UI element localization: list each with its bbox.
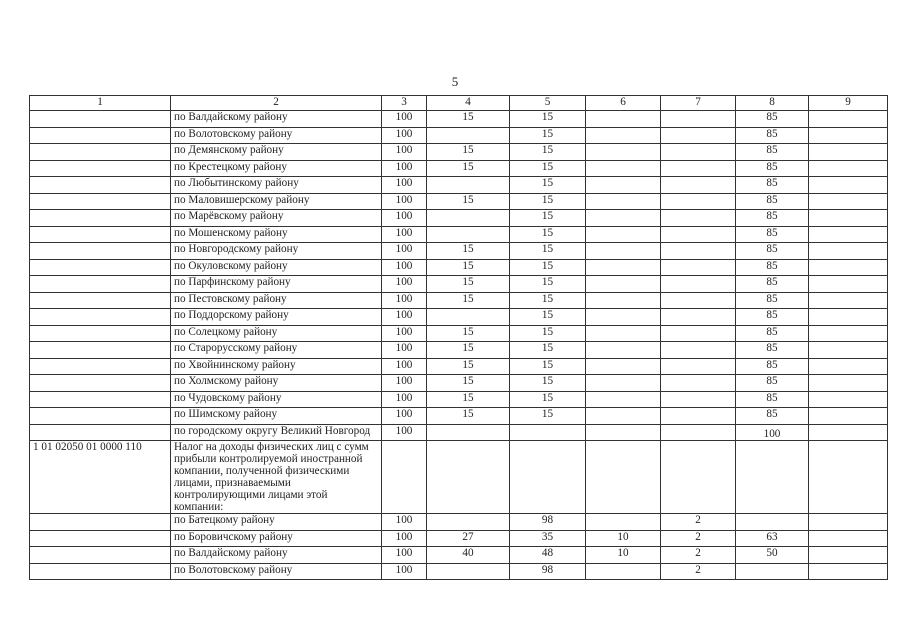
col8-cell: 85 xyxy=(736,144,809,161)
col8-cell: 85 xyxy=(736,309,809,326)
col6-cell xyxy=(586,309,661,326)
income-name-cell: по Окуловскому району xyxy=(171,259,382,276)
col5-cell: 15 xyxy=(510,375,586,392)
col9-cell xyxy=(809,408,888,425)
budget-code-cell xyxy=(30,358,171,375)
col6-cell xyxy=(586,111,661,128)
col7-cell xyxy=(661,193,736,210)
income-name-cell: по Валдайскому району xyxy=(171,547,382,564)
col8-cell xyxy=(736,563,809,580)
col6-cell xyxy=(586,408,661,425)
col9-cell xyxy=(809,127,888,144)
col6-cell xyxy=(586,193,661,210)
col8-cell: 85 xyxy=(736,375,809,392)
col7-cell xyxy=(661,144,736,161)
col5-cell: 15 xyxy=(510,177,586,194)
col7-cell: 2 xyxy=(661,514,736,531)
total-percent-cell: 100 xyxy=(382,160,427,177)
col8-cell: 85 xyxy=(736,276,809,293)
col6-cell xyxy=(586,160,661,177)
total-percent-cell: 100 xyxy=(382,391,427,408)
col6-cell xyxy=(586,424,661,441)
table-row xyxy=(30,441,888,514)
budget-code-cell xyxy=(30,342,171,359)
income-name-cell: по Чудовскому району xyxy=(171,391,382,408)
table-row xyxy=(30,160,888,177)
col4-cell: 15 xyxy=(427,342,510,359)
income-name-cell: по Парфинскому району xyxy=(171,276,382,293)
total-percent-cell: 100 xyxy=(382,547,427,564)
budget-code-cell xyxy=(30,144,171,161)
col5-cell: 15 xyxy=(510,111,586,128)
income-name-cell: по Мошенскому району xyxy=(171,226,382,243)
col5-cell: 15 xyxy=(510,193,586,210)
total-percent-cell: 100 xyxy=(382,424,427,441)
total-percent-cell: 100 xyxy=(382,563,427,580)
total-percent-cell: 100 xyxy=(382,292,427,309)
budget-code-cell xyxy=(30,375,171,392)
income-name-cell: по Батецкому району xyxy=(171,514,382,531)
table-row xyxy=(30,309,888,326)
income-name-cell: по Холмскому району xyxy=(171,375,382,392)
col7-cell xyxy=(661,292,736,309)
col9-cell xyxy=(809,276,888,293)
income-name-cell: по Крестецкому району xyxy=(171,160,382,177)
col4-cell: 15 xyxy=(427,375,510,392)
table-row xyxy=(30,325,888,342)
col6-cell xyxy=(586,127,661,144)
budget-code-cell xyxy=(30,292,171,309)
col8-cell: 85 xyxy=(736,111,809,128)
table-row xyxy=(30,259,888,276)
col4-cell xyxy=(427,210,510,227)
budget-code-cell xyxy=(30,530,171,547)
total-percent-cell: 100 xyxy=(382,530,427,547)
col6-cell xyxy=(586,292,661,309)
col8-cell: 85 xyxy=(736,342,809,359)
col9-cell xyxy=(809,243,888,260)
budget-code-cell xyxy=(30,259,171,276)
col9-cell xyxy=(809,193,888,210)
income-name-cell: по Волотовскому району xyxy=(171,127,382,144)
col4-cell: 15 xyxy=(427,391,510,408)
col4-cell: 15 xyxy=(427,193,510,210)
col8-cell: 85 xyxy=(736,177,809,194)
income-name-cell: по Солецкому району xyxy=(171,325,382,342)
col5-cell: 15 xyxy=(510,210,586,227)
col8-cell: 85 xyxy=(736,292,809,309)
col7-cell xyxy=(661,358,736,375)
table-row xyxy=(30,358,888,375)
col4-cell: 27 xyxy=(427,530,510,547)
col9-cell xyxy=(809,325,888,342)
income-name-cell: по Старорусскому району xyxy=(171,342,382,359)
table-row xyxy=(30,292,888,309)
col4-cell xyxy=(427,563,510,580)
total-percent-cell: 100 xyxy=(382,210,427,227)
budget-distribution-table xyxy=(29,95,888,580)
col5-cell: 15 xyxy=(510,127,586,144)
col7-cell: 2 xyxy=(661,547,736,564)
col9-cell xyxy=(809,375,888,392)
income-name-cell: по Новгородскому району xyxy=(171,243,382,260)
budget-code-cell xyxy=(30,514,171,531)
col7-cell xyxy=(661,276,736,293)
col9-cell xyxy=(809,563,888,580)
col8-cell: 85 xyxy=(736,160,809,177)
col7-cell xyxy=(661,391,736,408)
col8-cell: 85 xyxy=(736,210,809,227)
table-row xyxy=(30,226,888,243)
table-row xyxy=(30,177,888,194)
total-percent-cell xyxy=(382,441,427,514)
col9-cell xyxy=(809,309,888,326)
col5-cell: 35 xyxy=(510,530,586,547)
budget-code-cell xyxy=(30,408,171,425)
col9-cell xyxy=(809,391,888,408)
column-header: 7 xyxy=(661,96,736,111)
table-row xyxy=(30,210,888,227)
col9-cell xyxy=(809,210,888,227)
col4-cell: 15 xyxy=(427,408,510,425)
col6-cell xyxy=(586,375,661,392)
budget-code-cell xyxy=(30,210,171,227)
budget-code-cell xyxy=(30,111,171,128)
col8-cell: 85 xyxy=(736,408,809,425)
column-header: 5 xyxy=(510,96,586,111)
income-name-cell: по Демянскому району xyxy=(171,144,382,161)
col6-cell xyxy=(586,144,661,161)
col4-cell xyxy=(427,226,510,243)
col6-cell: 10 xyxy=(586,547,661,564)
budget-code-cell xyxy=(30,243,171,260)
col7-cell xyxy=(661,325,736,342)
col5-cell: 15 xyxy=(510,259,586,276)
table-row xyxy=(30,424,888,441)
budget-code-cell: 1 01 02050 01 0000 110 xyxy=(30,441,171,514)
col8-cell: 85 xyxy=(736,391,809,408)
col5-cell: 15 xyxy=(510,144,586,161)
income-name-cell: по городскому округу Великий Новгород xyxy=(171,424,382,441)
total-percent-cell: 100 xyxy=(382,243,427,260)
budget-code-cell xyxy=(30,309,171,326)
col5-cell: 15 xyxy=(510,408,586,425)
col9-cell xyxy=(809,160,888,177)
income-name-cell: по Любытинскому району xyxy=(171,177,382,194)
table-row xyxy=(30,547,888,564)
income-name-cell: по Валдайскому району xyxy=(171,111,382,128)
col8-cell xyxy=(736,441,809,514)
col9-cell xyxy=(809,292,888,309)
col6-cell xyxy=(586,514,661,531)
col9-cell xyxy=(809,259,888,276)
column-header: 2 xyxy=(171,96,382,111)
col4-cell xyxy=(427,309,510,326)
col7-cell xyxy=(661,424,736,441)
col7-cell xyxy=(661,226,736,243)
table-row xyxy=(30,111,888,128)
col6-cell xyxy=(586,210,661,227)
col7-cell xyxy=(661,441,736,514)
budget-code-cell xyxy=(30,226,171,243)
budget-code-cell xyxy=(30,547,171,564)
budget-code-cell xyxy=(30,177,171,194)
col7-cell xyxy=(661,375,736,392)
budget-code-cell xyxy=(30,391,171,408)
income-name-cell: по Боровичскому району xyxy=(171,530,382,547)
income-name-cell: Налог на доходы физических лиц с сумм прибыли контролируемой иностранной компании, полученной физическими лицами, признаваемыми контролирующими лицами этой компании: xyxy=(171,441,382,514)
col6-cell xyxy=(586,441,661,514)
col4-cell: 15 xyxy=(427,358,510,375)
col8-cell: 85 xyxy=(736,193,809,210)
income-name-cell: по Маловишерскому району xyxy=(171,193,382,210)
col8-cell: 85 xyxy=(736,325,809,342)
col9-cell xyxy=(809,226,888,243)
col4-cell: 15 xyxy=(427,325,510,342)
col5-cell: 15 xyxy=(510,160,586,177)
col7-cell xyxy=(661,259,736,276)
col9-cell xyxy=(809,111,888,128)
col7-cell xyxy=(661,111,736,128)
col5-cell: 48 xyxy=(510,547,586,564)
col5-cell: 15 xyxy=(510,226,586,243)
col6-cell: 10 xyxy=(586,530,661,547)
col7-cell xyxy=(661,210,736,227)
col9-cell xyxy=(809,177,888,194)
total-percent-cell: 100 xyxy=(382,127,427,144)
col7-cell xyxy=(661,408,736,425)
table-row xyxy=(30,243,888,260)
col6-cell xyxy=(586,177,661,194)
total-percent-cell: 100 xyxy=(382,111,427,128)
total-percent-cell: 100 xyxy=(382,309,427,326)
col9-cell xyxy=(809,547,888,564)
col4-cell xyxy=(427,127,510,144)
col5-cell: 98 xyxy=(510,514,586,531)
table-row xyxy=(30,127,888,144)
col7-cell: 2 xyxy=(661,530,736,547)
col4-cell: 15 xyxy=(427,259,510,276)
total-percent-cell: 100 xyxy=(382,226,427,243)
col5-cell xyxy=(510,424,586,441)
col7-cell xyxy=(661,243,736,260)
col8-cell: 85 xyxy=(736,358,809,375)
income-name-cell: по Поддорскому району xyxy=(171,309,382,326)
col4-cell: 15 xyxy=(427,243,510,260)
budget-code-cell xyxy=(30,276,171,293)
col8-cell: 85 xyxy=(736,243,809,260)
col5-cell: 15 xyxy=(510,276,586,293)
col4-cell xyxy=(427,424,510,441)
col4-cell: 15 xyxy=(427,292,510,309)
page-number: 5 xyxy=(451,74,459,89)
budget-code-cell xyxy=(30,325,171,342)
budget-code-cell xyxy=(30,563,171,580)
col8-cell: 85 xyxy=(736,259,809,276)
col7-cell: 2 xyxy=(661,563,736,580)
total-percent-cell: 100 xyxy=(382,342,427,359)
income-name-cell: по Марёвскому району xyxy=(171,210,382,227)
col6-cell xyxy=(586,342,661,359)
col8-cell: 85 xyxy=(736,127,809,144)
col6-cell xyxy=(586,276,661,293)
col9-cell xyxy=(809,441,888,514)
col8-cell: 85 xyxy=(736,226,809,243)
table-row xyxy=(30,514,888,531)
table-row xyxy=(30,563,888,580)
col5-cell: 15 xyxy=(510,292,586,309)
col6-cell xyxy=(586,563,661,580)
col9-cell xyxy=(809,514,888,531)
table-row xyxy=(30,144,888,161)
column-header: 4 xyxy=(427,96,510,111)
total-percent-cell: 100 xyxy=(382,408,427,425)
col4-cell xyxy=(427,177,510,194)
table-row xyxy=(30,408,888,425)
table-row xyxy=(30,276,888,293)
col8-cell: 63 xyxy=(736,530,809,547)
total-percent-cell: 100 xyxy=(382,193,427,210)
col7-cell xyxy=(661,127,736,144)
col5-cell: 15 xyxy=(510,391,586,408)
table-row xyxy=(30,391,888,408)
col8-cell: 100 xyxy=(736,424,809,441)
col5-cell xyxy=(510,441,586,514)
col7-cell xyxy=(661,160,736,177)
col9-cell xyxy=(809,530,888,547)
col4-cell: 40 xyxy=(427,547,510,564)
col9-cell xyxy=(809,424,888,441)
col4-cell: 15 xyxy=(427,276,510,293)
table-row xyxy=(30,342,888,359)
col5-cell: 15 xyxy=(510,309,586,326)
budget-code-cell xyxy=(30,424,171,441)
col6-cell xyxy=(586,358,661,375)
income-name-cell: по Шимскому району xyxy=(171,408,382,425)
col9-cell xyxy=(809,358,888,375)
col4-cell: 15 xyxy=(427,111,510,128)
col9-cell xyxy=(809,342,888,359)
total-percent-cell: 100 xyxy=(382,325,427,342)
col6-cell xyxy=(586,226,661,243)
income-name-cell: по Пестовскому району xyxy=(171,292,382,309)
income-name-cell: по Хвойнинскому району xyxy=(171,358,382,375)
total-percent-cell: 100 xyxy=(382,276,427,293)
col6-cell xyxy=(586,325,661,342)
budget-code-cell xyxy=(30,193,171,210)
col8-cell: 50 xyxy=(736,547,809,564)
col4-cell xyxy=(427,441,510,514)
col5-cell: 15 xyxy=(510,358,586,375)
col7-cell xyxy=(661,309,736,326)
table-row xyxy=(30,375,888,392)
col4-cell: 15 xyxy=(427,160,510,177)
column-header: 3 xyxy=(382,96,427,111)
col5-cell: 15 xyxy=(510,243,586,260)
budget-code-cell xyxy=(30,160,171,177)
col6-cell xyxy=(586,259,661,276)
income-name-cell: по Волотовскому району xyxy=(171,563,382,580)
column-number-row xyxy=(30,96,888,111)
column-header: 8 xyxy=(736,96,809,111)
col7-cell xyxy=(661,342,736,359)
total-percent-cell: 100 xyxy=(382,259,427,276)
total-percent-cell: 100 xyxy=(382,514,427,531)
table-row xyxy=(30,193,888,210)
table-row xyxy=(30,530,888,547)
column-header: 6 xyxy=(586,96,661,111)
col5-cell: 15 xyxy=(510,342,586,359)
col9-cell xyxy=(809,144,888,161)
col5-cell: 15 xyxy=(510,325,586,342)
total-percent-cell: 100 xyxy=(382,375,427,392)
column-header: 1 xyxy=(30,96,171,111)
col8-cell xyxy=(736,514,809,531)
col5-cell: 98 xyxy=(510,563,586,580)
total-percent-cell: 100 xyxy=(382,177,427,194)
col4-cell: 15 xyxy=(427,144,510,161)
col6-cell xyxy=(586,391,661,408)
budget-code-cell xyxy=(30,127,171,144)
total-percent-cell: 100 xyxy=(382,358,427,375)
col7-cell xyxy=(661,177,736,194)
column-header: 9 xyxy=(809,96,888,111)
col6-cell xyxy=(586,243,661,260)
col4-cell xyxy=(427,514,510,531)
total-percent-cell: 100 xyxy=(382,144,427,161)
